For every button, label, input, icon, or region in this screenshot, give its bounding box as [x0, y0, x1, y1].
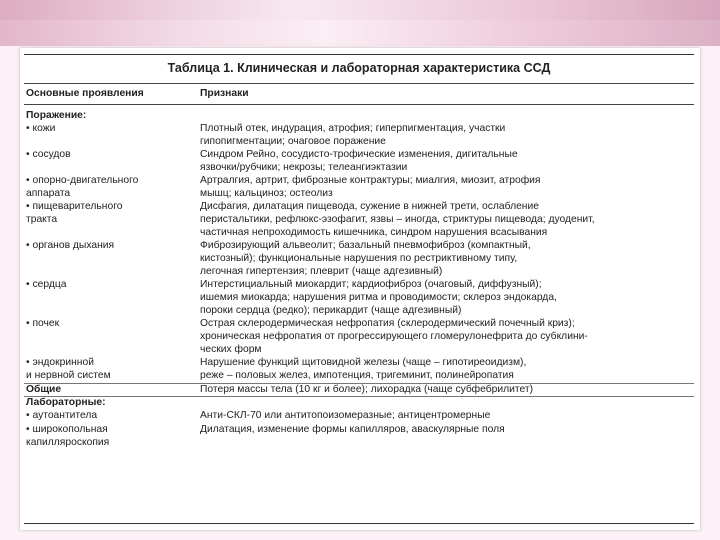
- row-label: тракта: [26, 214, 58, 226]
- row-label: аппарата: [26, 188, 71, 199]
- row-sign-line: хроническая нефропатия от прогрессирующего гломерулонефрита до субклини-: [200, 331, 588, 343]
- row-sign-line: Плотный отек, индурация, атрофия; гиперпигментация, участки: [200, 122, 506, 134]
- row-label: Общие: [26, 383, 62, 395]
- row-sign-line: Артралгия, артрит, фиброзные контрактуры; миалгия, миозит, атрофия: [200, 175, 541, 187]
- document-sheet: [20, 48, 700, 530]
- row-label: • пищеварительного: [26, 201, 123, 213]
- background-band-top: [0, 0, 720, 20]
- row-label: • почек: [26, 318, 60, 330]
- row-sign-line: Нарушение функций щитовидной железы (чаще – гипотиреоидизм),: [200, 357, 527, 369]
- header-manifestations: Основные проявления: [26, 88, 144, 99]
- row-sign-line: ишемия миокарда; нарушения ритма и проводимости; склероз эндокарда,: [200, 292, 557, 304]
- row-label: капилляроскопия: [26, 436, 110, 448]
- row-sign-line: Дисфагия, дилатация пищевода, сужение в нижней трети, ослабление: [200, 201, 539, 213]
- header-bottom-rule: [24, 104, 694, 105]
- row-label: • эндокринной: [26, 357, 94, 369]
- row-label: • сердца: [26, 279, 67, 291]
- row-sign-line: реже – половых желез, импотенция, тригеминит, полинейропатия: [200, 370, 514, 382]
- row-sign-line: частичная непроходимость кишечника, синдром нарушения всасывания: [200, 227, 548, 238]
- row-sign-line: кистозный); функциональные нарушения по рестриктивному типу,: [200, 253, 518, 265]
- row-sign-line: пороки сердца (редко); перикардит (чаще адгезивный): [200, 305, 462, 316]
- row-sign-line: Интерстициальный миокардит; кардиофиброз (очаговый, диффузный);: [200, 279, 542, 291]
- row-label: • сосудов: [26, 149, 71, 160]
- row-sign-line: язвочки/рубчики; некрозы; телеангиэктазии: [200, 161, 408, 173]
- row-sign-line: Синдром Рейно, сосудисто-трофические изменения, дигитальные: [200, 149, 518, 160]
- section-affection-label: Поражение:: [26, 110, 87, 121]
- row-sign-line: Острая склеродермическая нефропатия (склеродермический почечный криз);: [200, 318, 575, 330]
- row-sign-line: ческих форм: [200, 344, 262, 355]
- row-sign-line: гипопигментации; очаговое поражение: [200, 135, 386, 147]
- row-label: • опорно-двигательного: [26, 175, 139, 187]
- row-label: Лабораторные:: [26, 397, 106, 408]
- header-top-rule: [24, 83, 694, 84]
- row-sign-line: мышц; кальциноз; остеолиз: [200, 188, 333, 199]
- row-sign-line: Дилатация, изменение формы капилляров, аваскулярные поля: [200, 423, 505, 435]
- row-label: • широкопольная: [26, 423, 108, 435]
- row-separator: [24, 396, 694, 397]
- table: [24, 54, 694, 524]
- row-label: • органов дыхания: [26, 240, 115, 252]
- row-sign-line: перистальтики, рефлюкс-эзофагит, язвы – иногда, стриктуры пищевода; дуоденит,: [200, 214, 595, 226]
- row-sign-line: Анти-СКЛ-70 или антитопоизомеразные; антицентромерные: [200, 410, 491, 422]
- header-signs: Признаки: [200, 88, 249, 99]
- row-label: • кожи: [26, 122, 56, 134]
- table-title: Таблица 1. Клиническая и лабораторная характеристика ССД: [167, 61, 551, 75]
- row-label: • аутоантитела: [26, 410, 98, 422]
- row-label: и нервной систем: [26, 370, 111, 382]
- row-sign-line: легочная гипертензия; плеврит (чаще адгезивный): [200, 266, 443, 277]
- row-sign-line: Потеря массы тела (10 кг и более); лихорадка (чаще субфебрилитет): [200, 383, 534, 395]
- row-sign-line: Фиброзирующий альвеолит; базальный пневмофиброз (компактный,: [200, 240, 531, 252]
